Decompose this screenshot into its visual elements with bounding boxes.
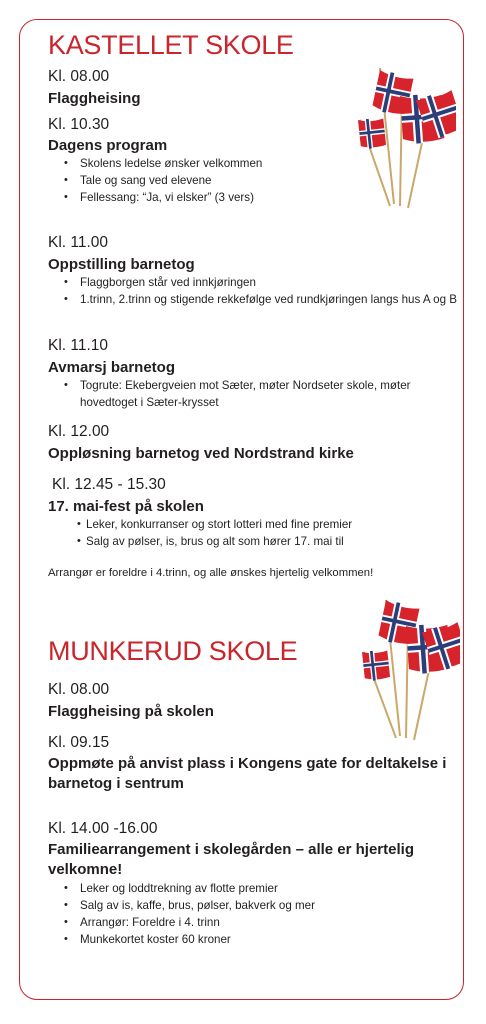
bullet-list [64, 155, 354, 206]
list-item: • Leker og loddtrekning av flotte premier [64, 880, 444, 897]
norwegian-flags-icon [352, 64, 456, 210]
event-time: Kl. 08.00 [48, 68, 110, 85]
norwegian-flags-icon [356, 596, 460, 742]
event-time: Kl. 12.00 [48, 423, 110, 440]
event-time: Kl. 12.45 - 15.30 [52, 476, 166, 493]
event-time: Kl. 10.30 [48, 116, 110, 133]
bullet-list [64, 880, 444, 948]
bullet-list [64, 274, 464, 308]
list-item: • Fellessang: “Ja, vi elsker” (3 vers) [64, 189, 354, 206]
list-item: • Tale og sang ved elevene [64, 172, 354, 189]
event-time: Kl. 11.00 [48, 234, 109, 251]
event-heading: Oppstilling barnetog [48, 256, 195, 273]
organizer-note: Arrangør er foreldre i 4.trinn, og alle ønskes hjertelig velkommen! [48, 567, 374, 579]
bullet-list [64, 377, 454, 411]
event-time: Kl. 11.10 [48, 337, 109, 354]
event-time: Kl. 08.00 [48, 681, 110, 698]
event-heading: 17. mai-fest på skolen [48, 498, 204, 515]
list-item: • Skolens ledelse ønsker velkommen [64, 155, 354, 172]
school-title: MUNKERUD SKOLE [48, 636, 298, 666]
event-heading: Oppløsning barnetog ved Nordstrand kirke [48, 445, 354, 462]
event-heading: Familiearrangement i skolegården – alle er hjertelig velkomne! [48, 841, 414, 878]
event-heading: Flaggheising på skolen [48, 703, 214, 720]
event-heading: Dagens program [48, 137, 168, 154]
event-heading: Flaggheising [48, 90, 141, 107]
bullet-list [77, 516, 457, 550]
list-item: • Munkekortet koster 60 kroner [64, 931, 444, 948]
event-time: Kl. 09.15 [48, 734, 110, 751]
school-title: KASTELLET SKOLE [48, 30, 294, 60]
event-time: Kl. 14.00 -16.00 [48, 820, 158, 837]
event-heading: Oppmøte på anvist plass i Kongens gate for deltakelse i barnetog i sentrum [48, 755, 447, 792]
list-item: • Salg av pølser, is, brus og alt som hører 17. mai til [77, 533, 457, 550]
list-item: • Arrangør: Foreldre i 4. trinn [64, 914, 444, 931]
list-item: • Flaggborgen står ved innkjøringen [64, 274, 464, 291]
list-item: • Salg av is, kaffe, brus, pølser, bakverk og mer [64, 897, 444, 914]
list-item: • Togrute: Ekebergveien mot Sæter, møter Nordseter skole, møter hovedtoget i Sæter-krysset [64, 377, 454, 411]
event-heading: Avmarsj barnetog [48, 359, 175, 376]
list-item: • 1.trinn, 2.trinn og stigende rekkefølge ved rundkjøringen langs hus A og B [64, 291, 464, 308]
list-item: • Leker, konkurranser og stort lotteri med fine premier [77, 516, 457, 533]
